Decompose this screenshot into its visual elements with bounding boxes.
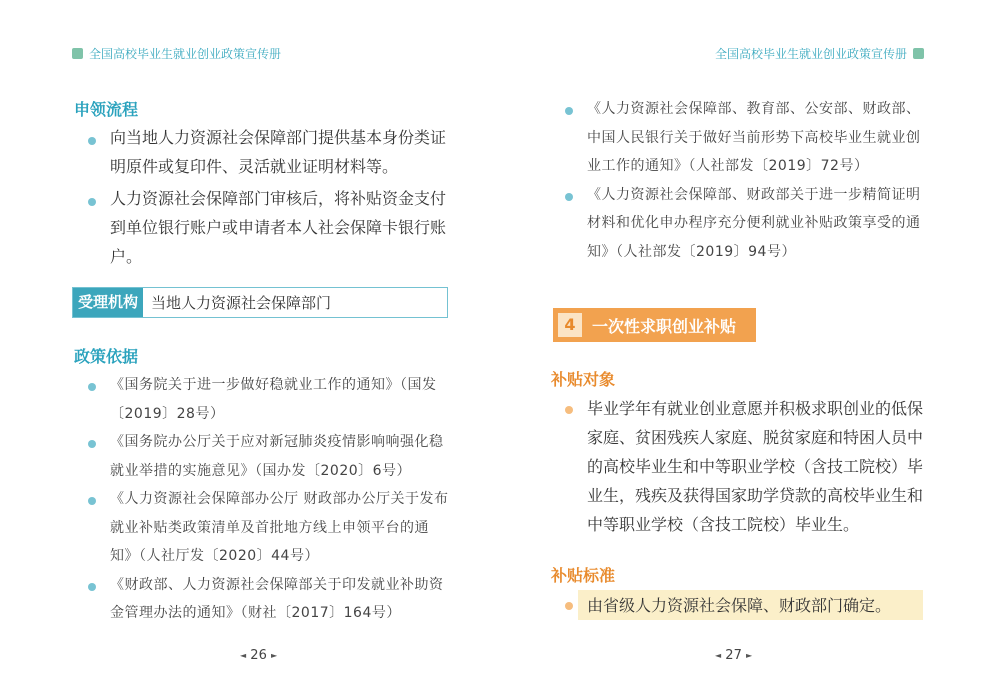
list-item: 向当地人力资源社会保障部门提供基本身份类证明原件或复印件、灵活就业证明材料等。 <box>88 123 450 181</box>
bullet-icon <box>88 583 96 591</box>
square-marker-icon <box>913 48 924 59</box>
bullet-icon <box>88 198 96 206</box>
apply-process-heading: 申领流程 <box>74 100 139 119</box>
policy-basis-list <box>88 371 450 628</box>
agency-value: 当地人力资源社会保障部门 <box>151 294 332 312</box>
policy-basis-heading: 政策依据 <box>74 347 139 366</box>
bullet-icon <box>565 406 573 414</box>
subsidy-standard-heading: 补贴标准 <box>551 566 616 585</box>
list-item: 由省级人力资源社会保障、财政部门确定。 <box>565 591 927 620</box>
square-marker-icon <box>72 48 83 59</box>
bullet-icon <box>88 137 96 145</box>
list-item: 《人力资源社会保障部、教育部、公安部、财政部、中国人民银行关于做好当前形势下高校毕业生就业创业工作的通知》（人社部发〔2019〕72号） <box>565 95 927 181</box>
next-triangle-icon: ► <box>270 651 278 660</box>
section-banner <box>553 308 756 342</box>
list-item: 人力资源社会保障部门审核后，将补贴资金支付到单位银行账户或申请者本人社会保障卡银行账户。 <box>88 184 450 271</box>
list-item: 《财政部、人力资源社会保障部关于印发就业补助资金管理办法的通知》（财社〔2017〕164号） <box>88 571 450 628</box>
list-item: 《人力资源社会保障部、财政部关于进一步精简证明材料和优化申办程序充分便利就业补贴政策享受的通知》（人社部发〔2019〕94号） <box>565 181 927 267</box>
subsidy-target-heading: 补贴对象 <box>551 370 616 389</box>
section-title: 一次性求职创业补贴 <box>592 316 737 336</box>
apply-process-list <box>88 123 450 271</box>
running-title: 全国高校毕业生就业创业政策宣传册 <box>89 47 282 61</box>
page-number-right: ◄ 27 ► <box>715 648 753 663</box>
next-triangle-icon: ► <box>745 651 753 660</box>
bullet-icon <box>88 497 96 505</box>
list-item: 《人力资源社会保障部办公厅 财政部办公厅关于发布就业补贴类政策清单及首批地方线上申领平台的通知》（人社厅发〔2020〕44号） <box>88 485 450 571</box>
bullet-icon <box>565 107 573 115</box>
page-number-left: ◄ 26 ► <box>240 648 278 663</box>
subsidy-standard-list <box>565 591 927 620</box>
agency-label: 受理机构 <box>73 288 143 317</box>
subsidy-target-list <box>565 394 927 539</box>
bullet-icon <box>88 440 96 448</box>
bullet-icon <box>565 193 573 201</box>
agency-box <box>72 287 448 318</box>
list-item: 毕业学年有就业创业意愿并积极求职创业的低保家庭、贫困残疾人家庭、脱贫家庭和特困人员中的高校毕业生和中等职业学校（含技工院校）毕业生，残疾及获得国家助学贷款的高校毕业生和中等职业学校（含技工院校）毕业生。 <box>565 394 927 539</box>
prev-triangle-icon: ◄ <box>715 651 722 660</box>
prev-triangle-icon: ◄ <box>240 651 247 660</box>
running-head-right <box>715 45 924 62</box>
running-title: 全国高校毕业生就业创业政策宣传册 <box>714 47 907 61</box>
list-item: 《国务院关于进一步做好稳就业工作的通知》（国发〔2019〕28号） <box>88 371 450 428</box>
section-number: 4 <box>558 313 582 337</box>
running-head-left <box>72 45 281 62</box>
list-item: 《国务院办公厅关于应对新冠肺炎疫情影响响强化稳就业举措的实施意见》（国办发〔2020〕6号） <box>88 428 450 485</box>
bullet-icon <box>565 602 573 610</box>
policy-basis-cont-list <box>565 95 927 266</box>
bullet-icon <box>88 383 96 391</box>
